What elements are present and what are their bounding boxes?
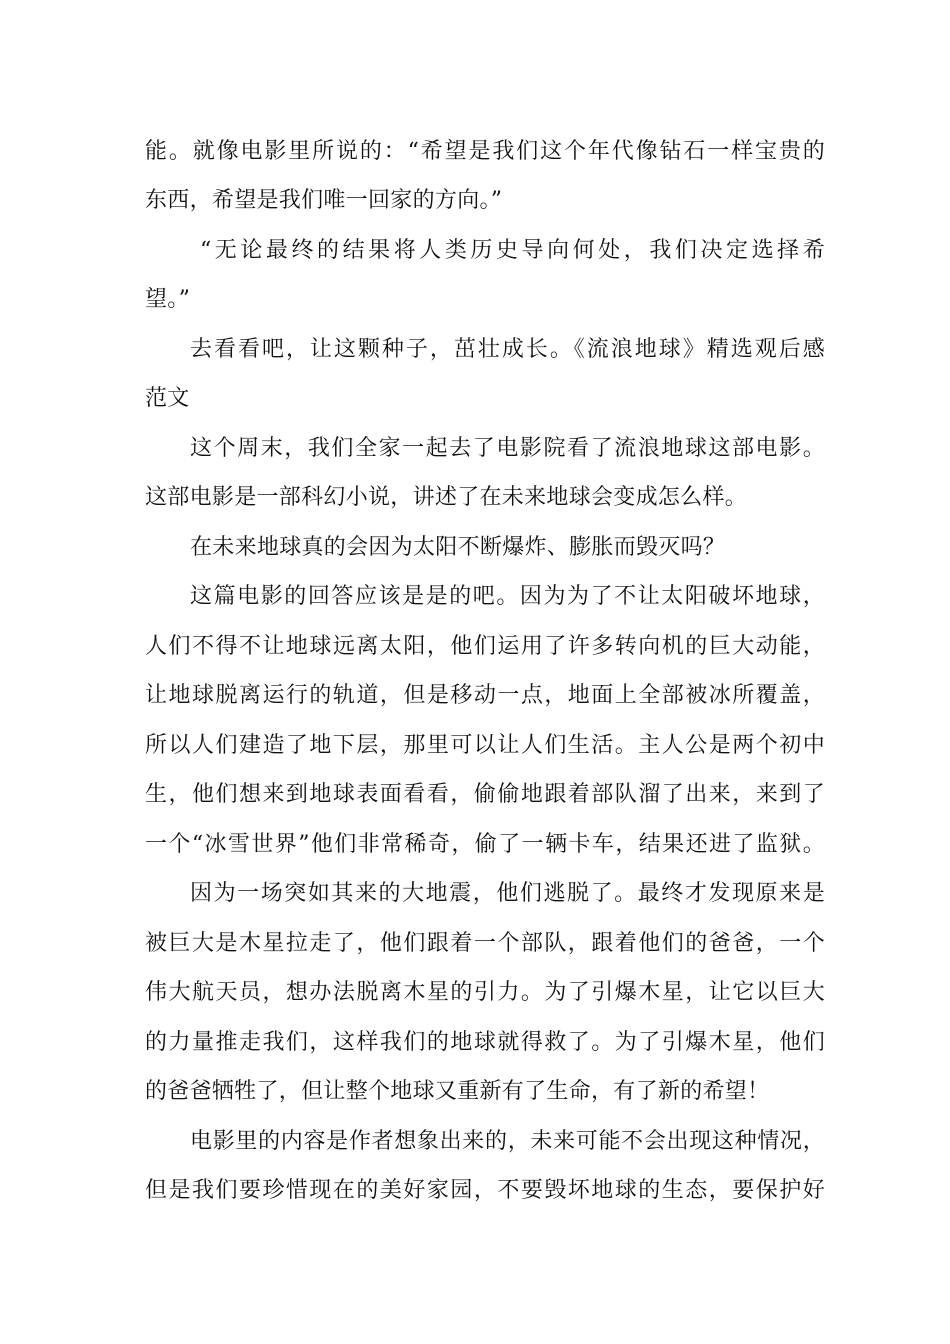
text-line: 范文 bbox=[145, 386, 190, 411]
text-line: 但是我们要珍惜现在的美好家园，不要毁坏地球的生态，要保护好 bbox=[145, 1178, 825, 1203]
text-line: 的爸爸牺牲了，但让整个地球又重新有了生命，有了新的希望！ bbox=[145, 1079, 770, 1104]
text-line: 这部电影是一部科幻小说，讲述了在未来地球会变成怎么样。 bbox=[145, 485, 748, 510]
text-line: 这篇电影的回答应该是是的吧。因为为了不让太阳破坏地球， bbox=[190, 584, 825, 609]
text-line: 这个周末，我们全家一起去了电影院看了流浪地球这部电影。 bbox=[190, 436, 825, 461]
text-line: 能。就像电影里所说的：“希望是我们这个年代像钻石一样宝贵的 bbox=[145, 139, 825, 164]
text-line: 人们不得不让地球远离太阳，他们运用了许多转向机的巨大动能， bbox=[145, 634, 825, 659]
text-line: 伟大航天员，想办法脱离木星的引力。为了引爆木星，让它以巨大 bbox=[145, 980, 825, 1005]
text-line: 被巨大是木星拉走了，他们跟着一个部队，跟着他们的爸爸，一个 bbox=[145, 931, 825, 956]
text-line: 的力量推走我们，这样我们的地球就得救了。为了引爆木星，他们 bbox=[145, 1030, 825, 1055]
text-line: 生，他们想来到地球表面看看，偷偷地跟着部队溜了出来，来到了 bbox=[145, 782, 825, 807]
text-line: 所以人们建造了地下层，那里可以让人们生活。主人公是两个初中 bbox=[145, 733, 825, 758]
text-line: 让地球脱离运行的轨道，但是移动一点，地面上全部被冰所覆盖， bbox=[145, 683, 825, 708]
text-line: 东西，希望是我们唯一回家的方向。” bbox=[145, 188, 503, 213]
text-line: 望。” bbox=[145, 287, 191, 312]
text-line: 在未来地球真的会因为太阳不断爆炸、膨胀而毁灭吗？ bbox=[190, 535, 726, 560]
text-line: 因为一场突如其来的大地震，他们逃脱了。最终才发现原来是 bbox=[190, 881, 825, 906]
text-line: 一个“冰雪世界”他们非常稀奇，偷了一辆卡车，结果还进了监狱。 bbox=[145, 832, 825, 857]
text-line: 电影里的内容是作者想象出来的，未来可能不会出现这种情况， bbox=[190, 1129, 825, 1154]
text-line: 去看看吧，让这颗种子，茁壮成长。《流浪地球》精选观后感 bbox=[190, 337, 825, 362]
text-line: “无论最终的结果将人类历史导向何处，我们决定选择希 bbox=[200, 238, 825, 263]
